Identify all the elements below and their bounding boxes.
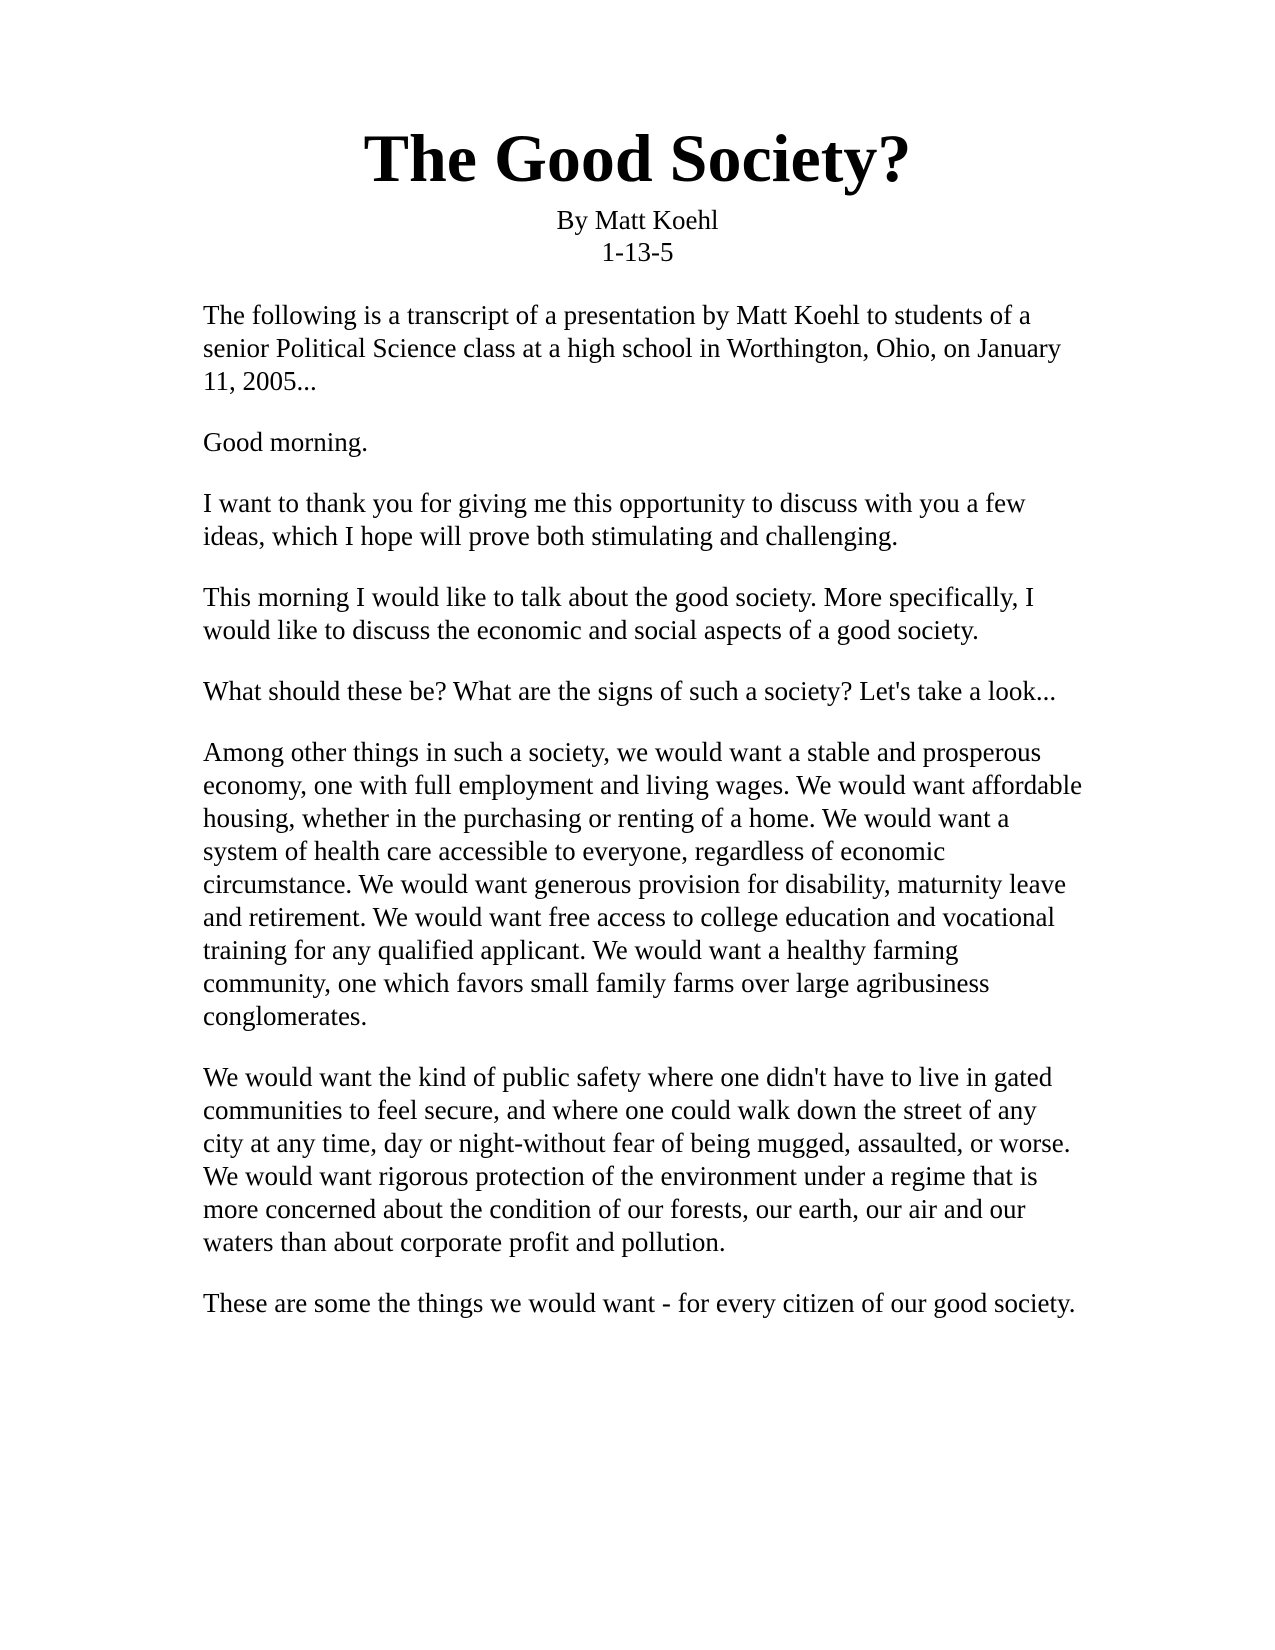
paragraph-safety: We would want the kind of public safety where one didn't have to live in gated communities to feel secure, and where one could walk down the street of any city at any time, day or night-without fear of being mugged, assaulted, or worse. We would want rigorous protection of the environment under a regime that is more concerned about the condition of our forests, our earth, our air and our waters than about corporate profit and pollution. <box>203 1062 1071 1257</box>
paragraph-economy: Among other things in such a society, we would want a stable and prosperous economy, one with full employment and living wages. We would want affordable housing, whether in the purchasing or renting of a home. We would want a system of health care accessible to everyone, regardless of economic circumstance. We would want generous provision for disability, maturnity leave and retirement. We would want free access to college education and vocational training for any qualified applicant. We would want a healthy farming community, one which favors small family farms over large agribusiness conglomerates. <box>203 737 1083 1031</box>
paragraph-questions: What should these be? What are the signs of such a society? Let's take a look... <box>203 676 1057 706</box>
paragraph-thanks: I want to thank you for giving me this opportunity to discuss with you a few ideas, which I hope will prove both stimulating and challenging. <box>203 488 1026 551</box>
paragraph-intro: The following is a transcript of a presentation by Matt Koehl to students of a senior Political Science class at a high school in Worthington, Ohio, on January 11, 2005... <box>203 300 1062 396</box>
document-title: The Good Society? <box>363 120 912 196</box>
author-byline: By Matt Koehl <box>556 205 719 235</box>
document-date: 1-13-5 <box>601 237 674 267</box>
document-body <box>203 299 1083 1348</box>
paragraph-conclusion: These are some the things we would want - for every citizen of our good society. <box>203 1288 1076 1318</box>
paragraph-greeting: Good morning. <box>203 427 368 457</box>
paragraph-topic: This morning I would like to talk about the good society. More specifically, I would like to discuss the economic and social aspects of a good society. <box>203 582 1035 645</box>
